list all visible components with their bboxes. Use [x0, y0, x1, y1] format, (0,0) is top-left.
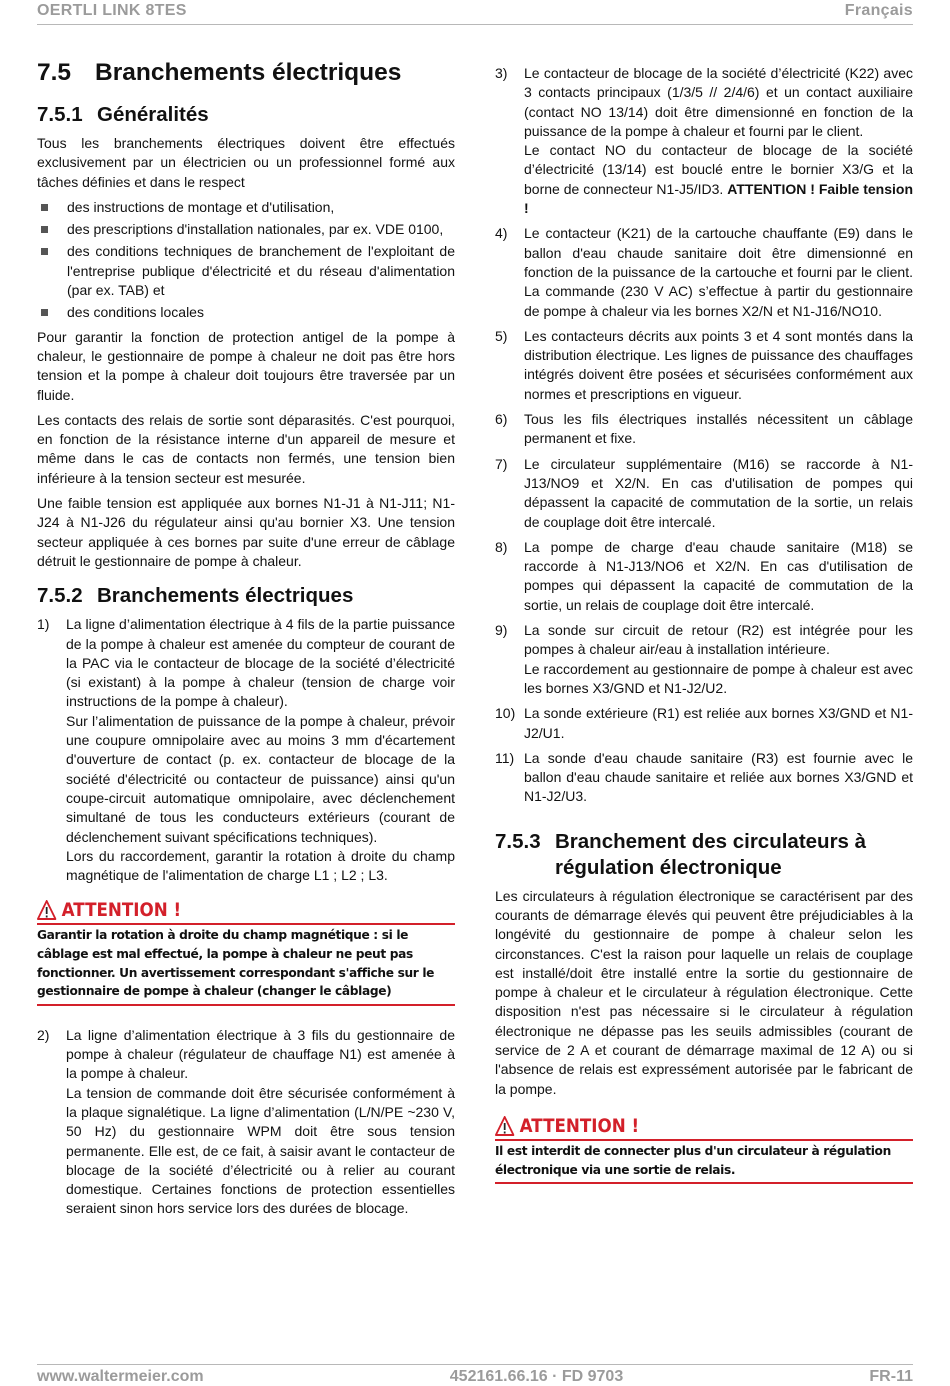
paragraph: Pour garantir la fonction de protection antigel de la pompe à chaleur, le gestionnaire de pompe à chaleur ne doit pas être hors tension et la pompe à chaleur doit toujours être traversée par un fluide. [37, 328, 455, 403]
list-item: 8) La pompe de charge d'eau chaude sanitaire (M18) se raccorde à N1-J13/NO6 et X2/N. En cas d'utilisation de pompes qui dépassent la capacité de commutation de la sortie, un relais de couplage doit être intercalé. [495, 538, 913, 613]
right-column [495, 64, 913, 1204]
list-item: des conditions techniques de branchement de l'exploitant de l'entreprise publique d'électricité et du réseau d'alimentation (par ex. TAB) et [37, 242, 455, 300]
warning-divider [495, 1182, 913, 1184]
numbered-list [37, 1026, 455, 1219]
footer-document-id: 452161.66.16 · FD 9703 [449, 1368, 624, 1385]
warning-divider [37, 1004, 455, 1006]
subsection-heading-753 [495, 829, 913, 881]
list-item: 7) Le circulateur supplémentaire (M16) se raccorde à N1-J13/NO9 et X2/N. En cas d'utilisation de pompes qui dépassent la capacité de commutation de la sortie, un relais de couplage doit être intercalé. [495, 455, 913, 530]
requirements-list [37, 198, 455, 323]
list-item: des conditions locales [37, 303, 455, 322]
subsection-number: 7.5.2 [37, 584, 83, 608]
paragraph: Les contacts des relais de sortie sont déparasités. C'est pourquoi, en fonction de la résistance interne d'un appareil de mesure et même dans le cas de contacts non fermés, une tension bien inférieure à la tension secteur est mesurée. [37, 411, 455, 486]
left-column [37, 58, 455, 1225]
warning-triangle-icon [495, 1116, 514, 1136]
list-item: 11) La sonde d'eau chaude sanitaire (R3) est fournie avec le ballon d'eau chaude sanitaire et reliée aux bornes X3/GND et N1-J2/U3. [495, 749, 913, 805]
list-item: 9) La sonde sur circuit de retour (R2) est intégrée pour les pompes à chaleur air/eau à installation intérieure. Le raccordement au gestionnaire de pompe à chaleur est avec les bornes X3/GND et N1-J2/U2. [495, 622, 913, 696]
warning-text: Il est interdit de connecter plus d'un circulateur à régulation électronique via une sortie de relais. [495, 1143, 891, 1177]
subsection-title: Généralités [97, 103, 209, 126]
bullet-square-icon [41, 226, 48, 233]
footer-page-number: FR-11 [869, 1368, 913, 1385]
numbered-list [495, 64, 913, 807]
attention-note: ATTENTION ! Faible tension ! [524, 180, 913, 217]
intro-paragraph: Tous les branchements électriques doivent être effectués exclusivement par un électricien ou un professionnel formé aux tâches définies et dans le respect [37, 135, 455, 190]
subsection-heading-751 [37, 102, 455, 128]
subsection-title: Branchement des circulateurs à régulation électronique [555, 829, 867, 879]
warning-text: Garantir la rotation à droite du champ magnétique : si le câblage est mal effectué, la pompe à chaleur ne peut pas fonctionner. Un avertissement correspondant s'affiche sur le gestionnaire de pompe à chaleur (changer le câblage) [37, 928, 435, 999]
warning-box [37, 899, 455, 1005]
header-divider [37, 24, 913, 25]
subsection-number: 7.5.3 [495, 829, 541, 853]
paragraph: Une faible tension est appliquée aux bornes N1-J1 à N1-J11; N1-J24 à N1-J26 du régulateur ainsi qu'au bornier X3. Une tension secteur appliquée à ces bornes par suite d'une erreur de câblage détruit le gestionnaire de pompe à chaleur. [37, 495, 455, 569]
bullet-square-icon [41, 204, 48, 211]
bullet-square-icon [41, 248, 48, 255]
header-language: Français [844, 2, 913, 19]
list-item: 5) Les contacteurs décrits aux points 3 et 4 sont montés dans la distribution électrique. Les lignes de puissance des chauffages intégrés doivent être posées et sécurisées conformément aux normes et prescriptions en vigueur. [495, 327, 913, 402]
warning-triangle-icon [37, 900, 56, 920]
subsection-heading-752 [37, 583, 455, 609]
warning-title: ATTENTION ! [519, 1114, 640, 1137]
section-heading [37, 58, 455, 88]
footer-divider [37, 1364, 913, 1365]
list-item: 4) Le contacteur (K21) de la cartouche chauffante (E9) dans le ballon d'eau chaude sanitaire doit être dimensionné en fonction de la puissance de la cartouche et fourni par le client. La commande (230 V AC) s’effectue à partir du gestionnaire de pompe à chaleur via les bornes X2/N et N1-J16/NO10. [495, 225, 913, 319]
numbered-list [37, 615, 455, 885]
list-item: 2) La ligne d’alimentation électrique à 3 fils du gestionnaire de pompe à chaleur (régulateur de chauffage N1) est amenée à la pompe à chaleur. La tension de commande doit être sécurisée conformément à la plaque signalétique. La ligne d’alimentation (L/N/PE ~230 V, 50 Hz) du gestionnaire WPM doit être sous tension permanente. Elle est, de ce fait, à saisir avant le contacteur de blocage de la société d’électricité ou à relier au courant domestique. Certaines fonctions de protection essentielles seraient sinon hors service lors des durées de blocage. [37, 1026, 455, 1217]
list-item: des instructions de montage et d'utilisation, [37, 198, 455, 217]
list-item: 1) La ligne d’alimentation électrique à 4 fils de la partie puissance de la pompe à chaleur est amenée du compteur de courant de la PAC via le contacteur de blocage de la société d’électricité (si existant) à la pompe à chaleur (tension de charge voir instructions de la pompe à chaleur). Sur l’alimentation de puissance de la pompe à chaleur, prévoir une coupure omnipolaire avec au moins 3 mm d'écartement d'ouverture de contact (p. ex. contacteur de blocage de la société d'électricité ou contacteur de puissance) ainsi qu'un coupe-circuit automatique omnipolaire, avec déclenchement simultané de tous les conducteurs extérieurs (courant de déclenchement suivant spécifications techniques). Lors du raccordement, garantir la rotation à droite du champ magnétique de l'alimentation de charge L1 ; L2 ; L3. [37, 616, 455, 884]
bullet-square-icon [41, 309, 48, 316]
subsection-number: 7.5.1 [37, 103, 83, 126]
page-footer [37, 1368, 913, 1386]
list-item: 3) Le contacteur de blocage de la société d’électricité (K22) avec 3 contacts principaux (1/3/5 // 2/4/6) et un contact auxiliaire (contact NO 13/14) doit être dimensionné en fonction de la puissance de la pompe à chaleur et fourni par le client. Le contact NO du contacteur de blocage de la société d’électricité (13/14) est bouclé entre le bornier X3/G et la borne de connecteur N1-J5/ID3. ATTENTION ! Faible tension ! [495, 65, 913, 217]
warning-title: ATTENTION ! [61, 899, 182, 922]
subsection-title: Branchements électriques [97, 584, 354, 608]
section-number: 7.5 [37, 59, 72, 86]
list-item: 6) Tous les fils électriques installés nécessitent un câblage permanent et fixe. [495, 411, 913, 447]
footer-website[interactable]: www.waltermeier.com [37, 1368, 204, 1385]
list-item: des prescriptions d'installation nationales, par ex. VDE 0100, [37, 220, 455, 239]
paragraph: Les circulateurs à régulation électronique se caractérisent par des courants de démarrage élevés qui peuvent être préjudiciables à la longévité du gestionnaire de pompe à chaleur selon les circonstances. C'est la raison pour laquelle un relais de couplage est installé/doit être installé entre la sortie du gestionnaire de pompe à chaleur et le circulateur à régulation électronique. Cette disposition n'est pas nécessaire si le circulateur à régulation électronique ne dépasse pas les seuils admissibles (courant de service de 2 A et courant de démarrage maximal de 12 A) ou si l'absence de relais est expressément autorisée par le fabricant de la pompe. [495, 887, 913, 1097]
section-title: Branchements électriques [95, 59, 402, 86]
list-item: 10) La sonde extérieure (R1) est reliée aux bornes X3/GND et N1-J2/U1. [495, 705, 913, 741]
warning-box [495, 1115, 913, 1184]
page-header [37, 0, 913, 22]
header-product: OERTLI LINK 8TES [37, 2, 187, 19]
